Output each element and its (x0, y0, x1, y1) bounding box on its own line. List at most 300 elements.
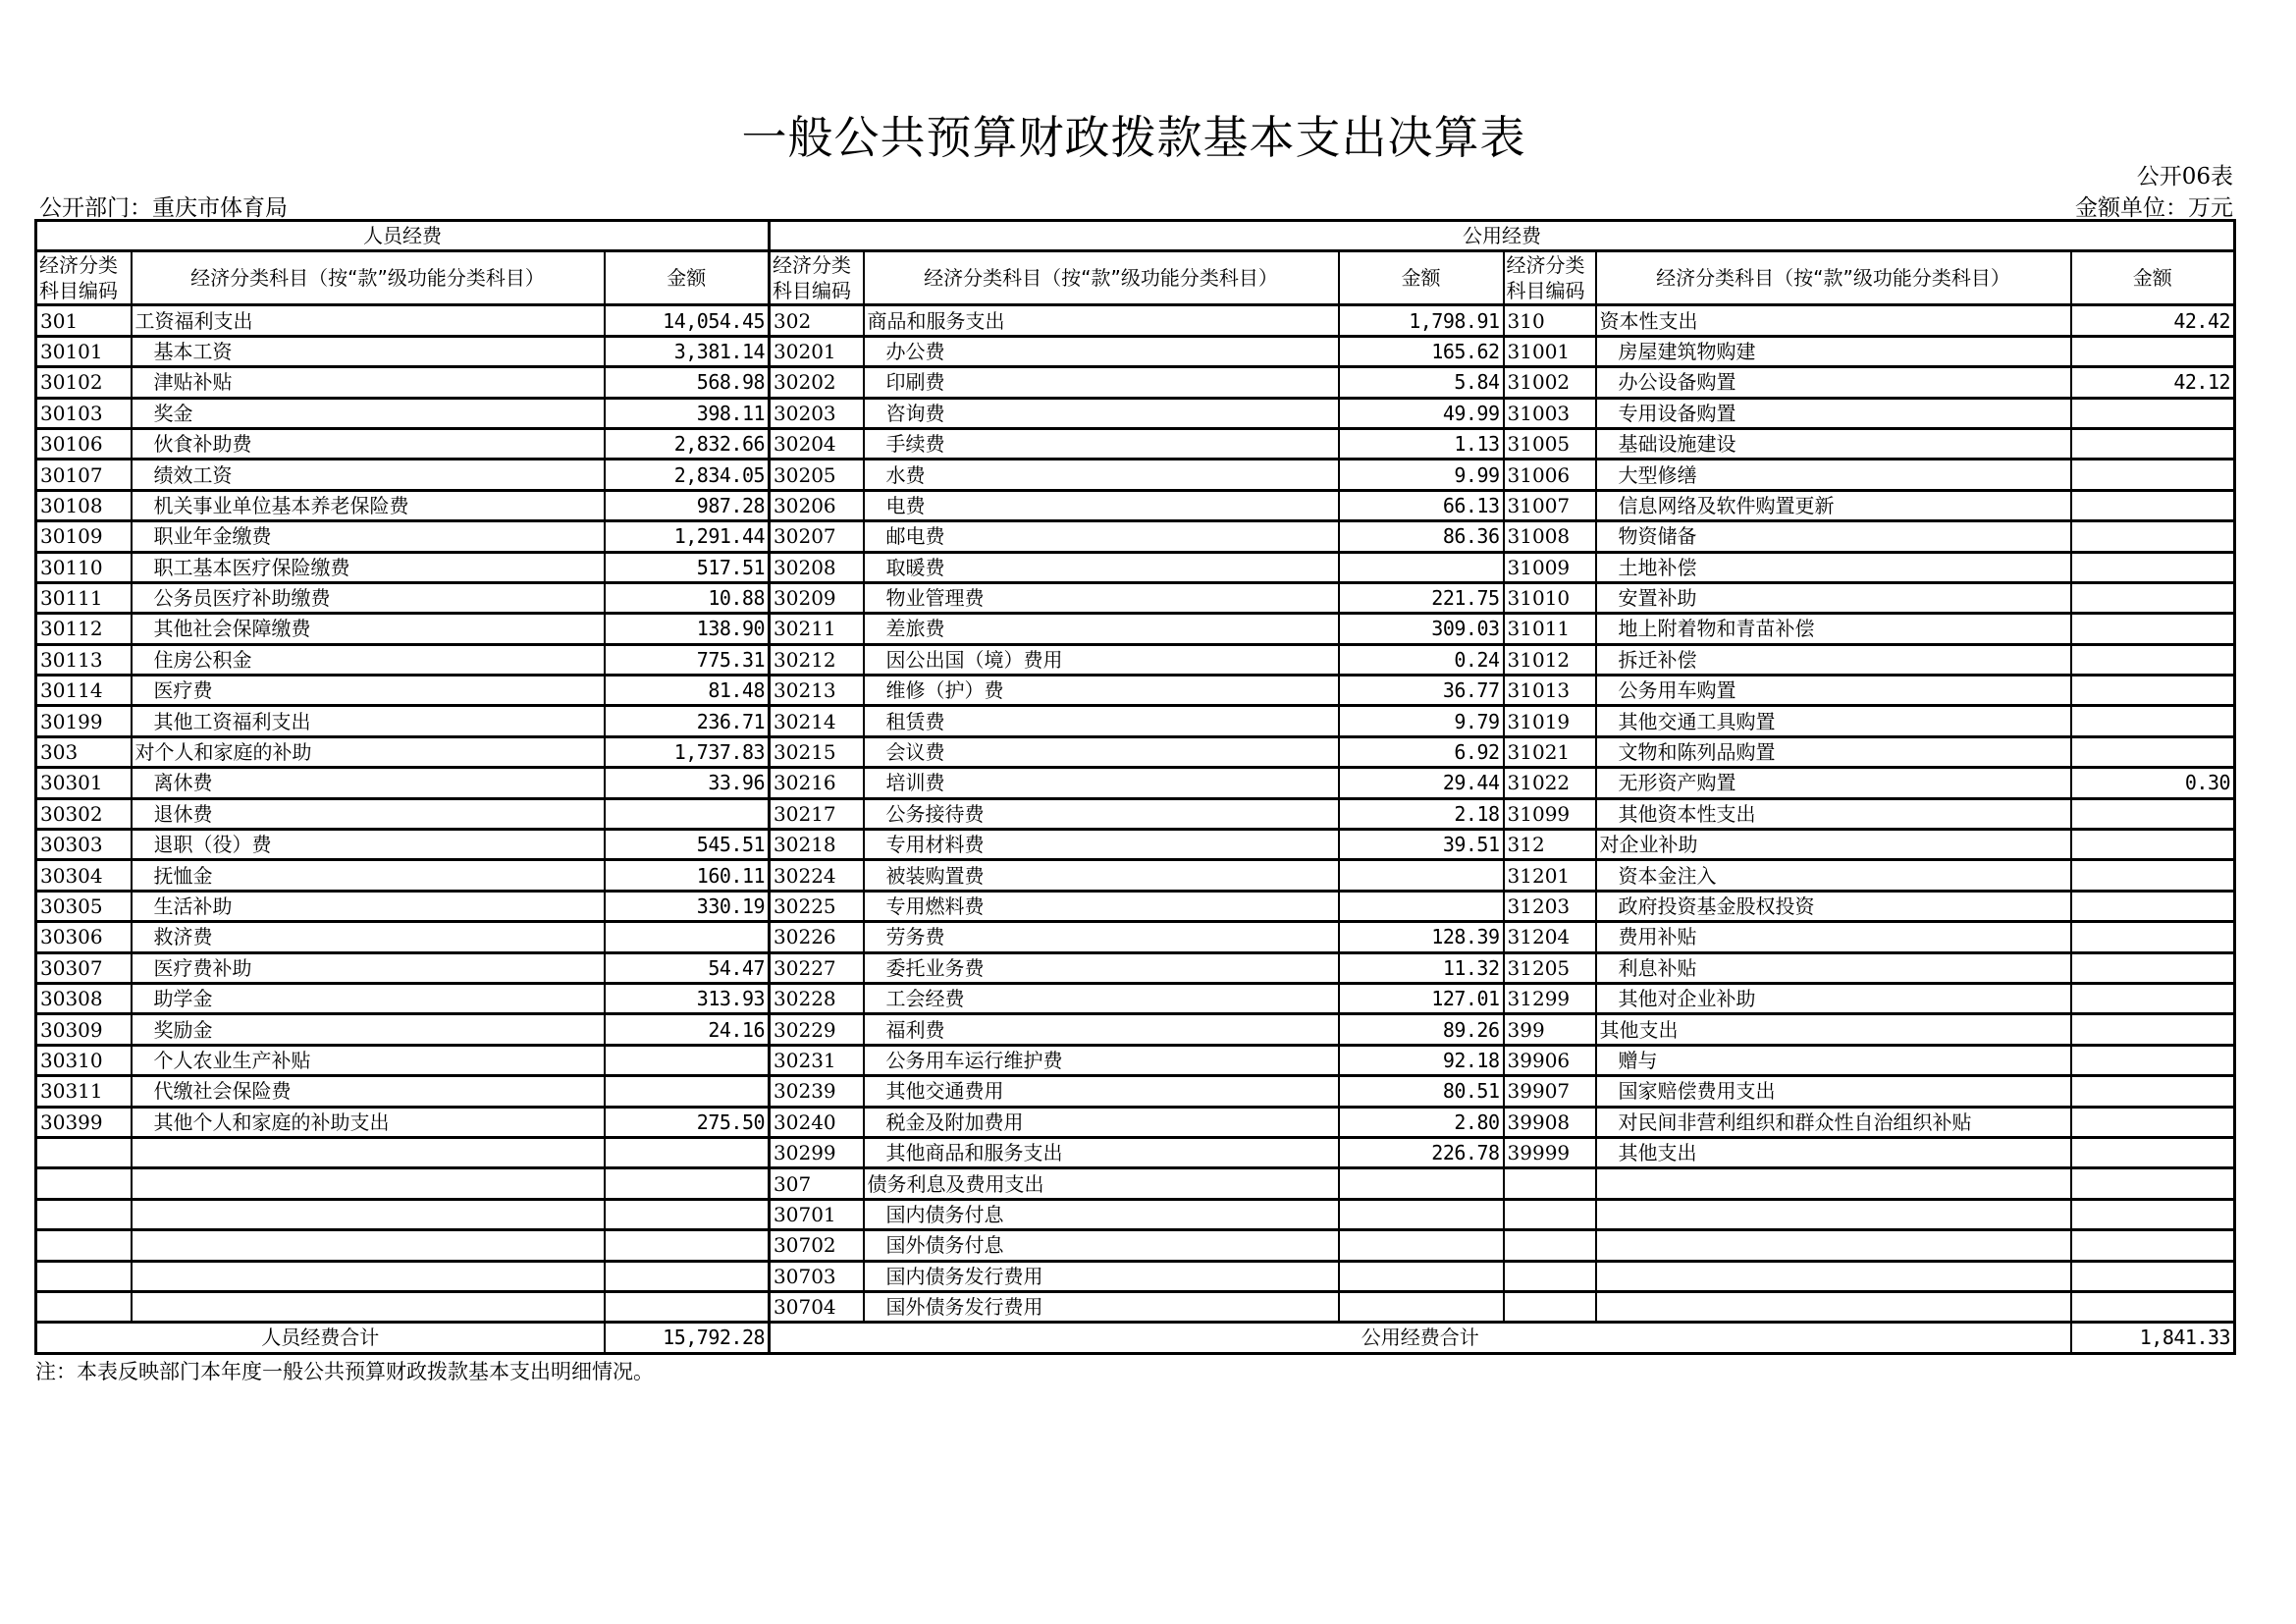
account-name: 安置补助 (1596, 582, 2071, 613)
account-name: 机关事业单位基本养老保险费 (132, 490, 605, 520)
amount: 42.42 (2071, 305, 2235, 336)
account-code: 30702 (770, 1230, 864, 1261)
account-code: 30108 (36, 490, 132, 520)
account-name: 利息补贴 (1596, 952, 2071, 983)
form-number: 公开06表 (2136, 164, 2233, 189)
account-code (1504, 1199, 1596, 1229)
table-row (36, 983, 2235, 1013)
account-code: 30110 (36, 552, 132, 582)
account-code: 30309 (36, 1014, 132, 1045)
account-name: 资本金注入 (1596, 860, 2071, 891)
table-row (36, 922, 2235, 952)
account-code: 30203 (770, 398, 864, 428)
account-name: 对企业补助 (1596, 830, 2071, 860)
account-name: 大型修缮 (1596, 460, 2071, 490)
table-row (36, 1291, 2235, 1322)
table-row (36, 552, 2235, 582)
amount (605, 798, 770, 829)
amount (1339, 1291, 1504, 1322)
account-code: 30240 (770, 1107, 864, 1137)
account-code: 31005 (1504, 428, 1596, 459)
amount: 221.75 (1339, 582, 1504, 613)
account-name: 咨询费 (864, 398, 1339, 428)
totals-row (36, 1323, 2235, 1353)
table-row (36, 860, 2235, 891)
account-code: 30704 (770, 1291, 864, 1322)
account-name: 个人农业生产补贴 (132, 1045, 605, 1075)
account-code: 31019 (1504, 706, 1596, 736)
account-name: 办公费 (864, 336, 1339, 366)
account-code: 30218 (770, 830, 864, 860)
account-code: 31006 (1504, 460, 1596, 490)
account-name: 费用补贴 (1596, 922, 2071, 952)
account-name: 办公设备购置 (1596, 367, 2071, 398)
table-row (36, 706, 2235, 736)
account-code: 30308 (36, 983, 132, 1013)
amount: 0.24 (1339, 644, 1504, 675)
table-row (36, 830, 2235, 860)
account-code: 30701 (770, 1199, 864, 1229)
account-code: 31204 (1504, 922, 1596, 952)
account-name (132, 1230, 605, 1261)
account-name: 其他工资福利支出 (132, 706, 605, 736)
account-name: 取暖费 (864, 552, 1339, 582)
account-code: 399 (1504, 1014, 1596, 1045)
account-name: 拆迁补偿 (1596, 644, 2071, 675)
amount: 127.01 (1339, 983, 1504, 1013)
account-code: 30310 (36, 1045, 132, 1075)
amount: 1,291.44 (605, 521, 770, 552)
amount: 39.51 (1339, 830, 1504, 860)
amount: 2.80 (1339, 1107, 1504, 1137)
amount: 29.44 (1339, 768, 1504, 798)
account-name: 公务员医疗补助缴费 (132, 582, 605, 613)
account-name: 无形资产购置 (1596, 768, 2071, 798)
section-public: 公用经费 (770, 221, 2235, 251)
amount (2071, 1230, 2235, 1261)
account-name: 文物和陈列品购置 (1596, 736, 2071, 767)
account-name: 其他对企业补助 (1596, 983, 2071, 1013)
account-code: 31022 (1504, 768, 1596, 798)
account-name (132, 1291, 605, 1322)
amount (2071, 644, 2235, 675)
account-name: 医疗费补助 (132, 952, 605, 983)
account-name: 其他支出 (1596, 1014, 2071, 1045)
account-name: 会议费 (864, 736, 1339, 767)
account-code: 30304 (36, 860, 132, 891)
amount: 2,832.66 (605, 428, 770, 459)
account-code: 30109 (36, 521, 132, 552)
account-name: 地上附着物和青苗补偿 (1596, 614, 2071, 644)
account-code (36, 1291, 132, 1322)
table-row (36, 798, 2235, 829)
account-code: 30305 (36, 891, 132, 921)
account-code: 310 (1504, 305, 1596, 336)
account-name: 其他个人和家庭的补助支出 (132, 1107, 605, 1137)
account-code: 31007 (1504, 490, 1596, 520)
account-code: 30103 (36, 398, 132, 428)
account-name: 国外债务发行费用 (864, 1291, 1339, 1322)
account-name: 国家赔偿费用支出 (1596, 1076, 2071, 1107)
amount: 987.28 (605, 490, 770, 520)
account-name: 培训费 (864, 768, 1339, 798)
account-code: 302 (770, 305, 864, 336)
account-name: 债务利息及费用支出 (864, 1168, 1339, 1199)
amount: 6.92 (1339, 736, 1504, 767)
amount (605, 1291, 770, 1322)
account-code: 31021 (1504, 736, 1596, 767)
amount (2071, 614, 2235, 644)
amount: 568.98 (605, 367, 770, 398)
col-header-code: 经济分类科目编码 (36, 251, 132, 305)
amount (2071, 1168, 2235, 1199)
amount (1339, 552, 1504, 582)
col-header-name: 经济分类科目（按“款”级功能分类科目） (864, 251, 1339, 305)
account-name: 医疗费 (132, 676, 605, 706)
amount: 0.30 (2071, 768, 2235, 798)
account-name: 印刷费 (864, 367, 1339, 398)
account-code: 30202 (770, 367, 864, 398)
amount (605, 1137, 770, 1167)
account-code: 301 (36, 305, 132, 336)
account-code (1504, 1291, 1596, 1322)
account-code (36, 1199, 132, 1229)
amount: 14,054.45 (605, 305, 770, 336)
account-code: 30208 (770, 552, 864, 582)
account-code: 31009 (1504, 552, 1596, 582)
account-name: 政府投资基金股权投资 (1596, 891, 2071, 921)
account-code: 30239 (770, 1076, 864, 1107)
col-header-code: 经济分类科目编码 (770, 251, 864, 305)
col-header-name: 经济分类科目（按“款”级功能分类科目） (132, 251, 605, 305)
amount (605, 1199, 770, 1229)
account-name: 土地补偿 (1596, 552, 2071, 582)
amount: 138.90 (605, 614, 770, 644)
account-name: 住房公积金 (132, 644, 605, 675)
amount (605, 922, 770, 952)
account-code: 30199 (36, 706, 132, 736)
account-name: 国内债务发行费用 (864, 1261, 1339, 1291)
account-name: 退休费 (132, 798, 605, 829)
table-row (36, 614, 2235, 644)
personnel-total-amount: 15,792.28 (605, 1323, 770, 1353)
account-name: 其他社会保障缴费 (132, 614, 605, 644)
account-code: 39999 (1504, 1137, 1596, 1167)
amount (1339, 860, 1504, 891)
account-code: 31203 (1504, 891, 1596, 921)
public-total-label: 公用经费合计 (770, 1323, 2071, 1353)
table-row (36, 1137, 2235, 1167)
account-name: 物业管理费 (864, 582, 1339, 613)
account-name: 委托业务费 (864, 952, 1339, 983)
amount (2071, 952, 2235, 983)
account-name: 被装购置费 (864, 860, 1339, 891)
account-code (36, 1137, 132, 1167)
amount-unit-label: 金额单位：万元 (2075, 195, 2233, 221)
account-code: 31001 (1504, 336, 1596, 366)
account-code: 31013 (1504, 676, 1596, 706)
account-code (36, 1261, 132, 1291)
account-name: 因公出国（境）费用 (864, 644, 1339, 675)
account-name: 工资福利支出 (132, 305, 605, 336)
table-row (36, 305, 2235, 336)
col-header-name: 经济分类科目（按“款”级功能分类科目） (1596, 251, 2071, 305)
amount (2071, 706, 2235, 736)
table-row (36, 1076, 2235, 1107)
account-name: 基础设施建设 (1596, 428, 2071, 459)
amount (605, 1045, 770, 1075)
account-code: 30306 (36, 922, 132, 952)
amount (605, 1230, 770, 1261)
amount (2071, 1076, 2235, 1107)
account-code: 30209 (770, 582, 864, 613)
account-code: 39908 (1504, 1107, 1596, 1137)
account-code (1504, 1168, 1596, 1199)
account-code (36, 1230, 132, 1261)
account-name: 房屋建筑物购建 (1596, 336, 2071, 366)
amount: 545.51 (605, 830, 770, 860)
account-code: 30229 (770, 1014, 864, 1045)
amount (1339, 1230, 1504, 1261)
table-row (36, 490, 2235, 520)
account-code: 30399 (36, 1107, 132, 1137)
col-header-amount: 金额 (605, 251, 770, 305)
amount (2071, 1199, 2235, 1229)
account-name: 手续费 (864, 428, 1339, 459)
account-code: 31002 (1504, 367, 1596, 398)
account-code: 39907 (1504, 1076, 1596, 1107)
account-name: 赠与 (1596, 1045, 2071, 1075)
account-name: 水费 (864, 460, 1339, 490)
account-name: 绩效工资 (132, 460, 605, 490)
account-name: 电费 (864, 490, 1339, 520)
amount (1339, 1199, 1504, 1229)
table-row (36, 582, 2235, 613)
account-code: 30205 (770, 460, 864, 490)
amount (2071, 490, 2235, 520)
account-code: 30112 (36, 614, 132, 644)
amount: 49.99 (1339, 398, 1504, 428)
amount: 80.51 (1339, 1076, 1504, 1107)
amount: 236.71 (605, 706, 770, 736)
account-code: 30224 (770, 860, 864, 891)
amount (605, 1261, 770, 1291)
section-personnel: 人员经费 (36, 221, 770, 251)
account-name: 公务用车运行维护费 (864, 1045, 1339, 1075)
table-row (36, 644, 2235, 675)
account-code: 30111 (36, 582, 132, 613)
account-name (1596, 1168, 2071, 1199)
account-code: 30226 (770, 922, 864, 952)
amount: 92.18 (1339, 1045, 1504, 1075)
amount: 36.77 (1339, 676, 1504, 706)
account-name: 其他交通工具购置 (1596, 706, 2071, 736)
amount: 33.96 (605, 768, 770, 798)
account-code: 31010 (1504, 582, 1596, 613)
account-name (1596, 1261, 2071, 1291)
account-code (36, 1168, 132, 1199)
amount (2071, 860, 2235, 891)
account-name (132, 1261, 605, 1291)
amount (2071, 336, 2235, 366)
account-name: 专用燃料费 (864, 891, 1339, 921)
account-code: 39906 (1504, 1045, 1596, 1075)
amount: 3,381.14 (605, 336, 770, 366)
account-code: 307 (770, 1168, 864, 1199)
account-code: 30299 (770, 1137, 864, 1167)
table-row (36, 952, 2235, 983)
account-code: 30228 (770, 983, 864, 1013)
table-row (36, 676, 2235, 706)
table-row (36, 1168, 2235, 1199)
account-name: 邮电费 (864, 521, 1339, 552)
account-name: 奖励金 (132, 1014, 605, 1045)
amount: 226.78 (1339, 1137, 1504, 1167)
amount (2071, 891, 2235, 921)
amount: 86.36 (1339, 521, 1504, 552)
account-code: 31011 (1504, 614, 1596, 644)
col-header-code: 经济分类科目编码 (1504, 251, 1596, 305)
account-name: 商品和服务支出 (864, 305, 1339, 336)
col-header-amount: 金额 (2071, 251, 2235, 305)
account-code: 30107 (36, 460, 132, 490)
amount: 398.11 (605, 398, 770, 428)
amount (2071, 983, 2235, 1013)
account-code: 30113 (36, 644, 132, 675)
account-name: 劳务费 (864, 922, 1339, 952)
account-name: 资本性支出 (1596, 305, 2071, 336)
account-code: 30311 (36, 1076, 132, 1107)
account-code: 30225 (770, 891, 864, 921)
account-code: 30227 (770, 952, 864, 983)
table-row (36, 1199, 2235, 1229)
account-name (132, 1137, 605, 1167)
account-name: 公务接待费 (864, 798, 1339, 829)
amount: 66.13 (1339, 490, 1504, 520)
account-name (1596, 1230, 2071, 1261)
page-title: 一般公共预算财政拨款基本支出决算表 (741, 111, 1526, 164)
account-name: 代缴社会保险费 (132, 1076, 605, 1107)
account-name: 其他资本性支出 (1596, 798, 2071, 829)
personnel-total-label: 人员经费合计 (36, 1323, 605, 1353)
account-name: 工会经费 (864, 983, 1339, 1013)
col-header-amount: 金额 (1339, 251, 1504, 305)
amount (2071, 1291, 2235, 1322)
account-code: 30106 (36, 428, 132, 459)
account-name (1596, 1291, 2071, 1322)
account-code: 312 (1504, 830, 1596, 860)
table-row (36, 1230, 2235, 1261)
amount: 1,798.91 (1339, 305, 1504, 336)
amount (2071, 1137, 2235, 1167)
account-code: 31012 (1504, 644, 1596, 675)
account-code: 30216 (770, 768, 864, 798)
public-total-amount: 1,841.33 (2071, 1323, 2235, 1353)
amount (605, 1076, 770, 1107)
amount: 160.11 (605, 860, 770, 891)
amount: 2.18 (1339, 798, 1504, 829)
account-name: 维修（护）费 (864, 676, 1339, 706)
account-name: 公务用车购置 (1596, 676, 2071, 706)
account-name: 其他商品和服务支出 (864, 1137, 1339, 1167)
amount (2071, 1014, 2235, 1045)
amount (2071, 922, 2235, 952)
account-code: 30217 (770, 798, 864, 829)
amount: 9.99 (1339, 460, 1504, 490)
amount (2071, 521, 2235, 552)
account-name: 差旅费 (864, 614, 1339, 644)
table-row (36, 521, 2235, 552)
amount: 275.50 (605, 1107, 770, 1137)
section-header-row (36, 221, 2235, 251)
account-code: 31099 (1504, 798, 1596, 829)
amount: 89.26 (1339, 1014, 1504, 1045)
account-name: 职工基本医疗保险缴费 (132, 552, 605, 582)
amount: 313.93 (605, 983, 770, 1013)
table-row (36, 398, 2235, 428)
amount: 24.16 (605, 1014, 770, 1045)
account-code: 30102 (36, 367, 132, 398)
amount: 11.32 (1339, 952, 1504, 983)
account-code: 30213 (770, 676, 864, 706)
account-code: 31008 (1504, 521, 1596, 552)
amount: 54.47 (605, 952, 770, 983)
account-code: 30211 (770, 614, 864, 644)
amount (2071, 582, 2235, 613)
table-row (36, 736, 2235, 767)
account-name: 抚恤金 (132, 860, 605, 891)
amount (2071, 552, 2235, 582)
amount (2071, 830, 2235, 860)
amount: 42.12 (2071, 367, 2235, 398)
account-code: 30307 (36, 952, 132, 983)
amount (2071, 1045, 2235, 1075)
amount: 10.88 (605, 582, 770, 613)
amount (2071, 428, 2235, 459)
footnote: 注：本表反映部门本年度一般公共预算财政拨款基本支出明细情况。 (35, 1360, 654, 1383)
account-name: 物资储备 (1596, 521, 2071, 552)
account-code (1504, 1230, 1596, 1261)
account-name (1596, 1199, 2071, 1229)
account-name: 信息网络及软件购置更新 (1596, 490, 2071, 520)
account-name: 对民间非营利组织和群众性自治组织补贴 (1596, 1107, 2071, 1137)
table-row (36, 428, 2235, 459)
amount (2071, 460, 2235, 490)
account-code: 30207 (770, 521, 864, 552)
account-code: 30703 (770, 1261, 864, 1291)
account-code: 30201 (770, 336, 864, 366)
account-name: 税金及附加费用 (864, 1107, 1339, 1137)
amount (1339, 891, 1504, 921)
column-header-row (36, 251, 2235, 305)
account-name: 国内债务付息 (864, 1199, 1339, 1229)
account-name (132, 1199, 605, 1229)
budget-table (34, 219, 2236, 1355)
account-code: 31205 (1504, 952, 1596, 983)
account-name: 津贴补贴 (132, 367, 605, 398)
amount (1339, 1168, 1504, 1199)
amount (2071, 676, 2235, 706)
amount: 165.62 (1339, 336, 1504, 366)
account-code: 30204 (770, 428, 864, 459)
account-code: 30303 (36, 830, 132, 860)
amount: 9.79 (1339, 706, 1504, 736)
account-name: 其他交通费用 (864, 1076, 1339, 1107)
amount: 309.03 (1339, 614, 1504, 644)
amount (2071, 398, 2235, 428)
account-code: 303 (36, 736, 132, 767)
table-row (36, 1045, 2235, 1075)
